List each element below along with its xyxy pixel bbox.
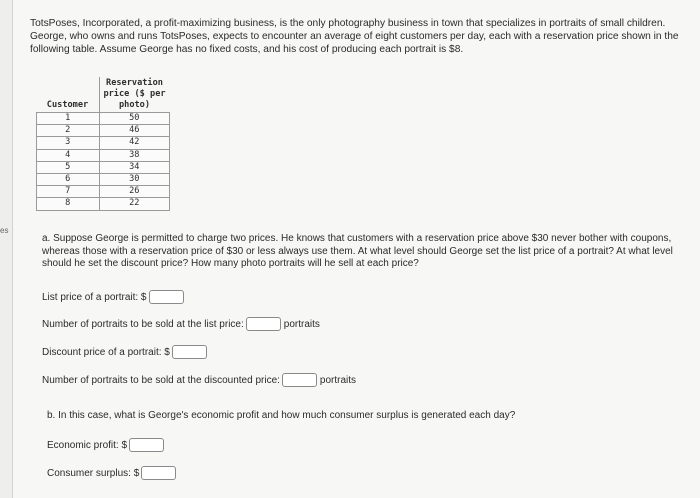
list-price-row <box>42 290 184 304</box>
price-cell: 50 <box>99 113 170 125</box>
list-price-input[interactable] <box>149 290 184 304</box>
customer-cell: 2 <box>37 125 100 137</box>
side-panel-label: es <box>0 226 9 235</box>
table-row <box>37 137 170 149</box>
table-row <box>37 161 170 173</box>
header-price-line-2: price ($ per <box>103 89 166 99</box>
list-count-unit: portraits <box>283 318 320 330</box>
price-cell: 46 <box>99 125 170 137</box>
profit-label: Economic profit: $ <box>47 439 128 451</box>
reservation-price-table <box>36 77 170 211</box>
customer-cell: 6 <box>37 173 100 185</box>
surplus-label: Consumer surplus: $ <box>47 467 140 479</box>
discount-price-input[interactable] <box>172 345 207 359</box>
price-cell: 30 <box>99 173 170 185</box>
customer-cell: 3 <box>37 137 100 149</box>
table-row <box>37 149 170 161</box>
profit-row <box>47 438 164 452</box>
customer-cell: 7 <box>37 186 100 198</box>
price-cell: 38 <box>99 149 170 161</box>
discount-count-input[interactable] <box>282 373 317 387</box>
discount-price-row <box>42 345 207 359</box>
customer-cell: 5 <box>37 161 100 173</box>
table-row <box>37 173 170 185</box>
discount-count-label: Number of portraits to be sold at the discounted price: <box>42 374 280 386</box>
header-customer: Customer <box>46 100 89 110</box>
discount-count-row <box>42 373 356 387</box>
table-row <box>37 186 170 198</box>
table-row <box>37 198 170 210</box>
profit-input[interactable] <box>129 438 164 452</box>
customer-cell: 8 <box>37 198 100 210</box>
list-price-label: List price of a portrait: $ <box>42 291 147 303</box>
surplus-input[interactable] <box>141 466 176 480</box>
price-cell: 22 <box>99 198 170 210</box>
list-count-row <box>42 317 320 331</box>
part-b-question: b. In this case, what is George's economic profit and how much consumer surplus is generated each day? <box>47 410 516 421</box>
header-price-line-3: photo) <box>118 100 151 110</box>
header-price-line-1: Reservation <box>106 78 163 88</box>
table-body <box>37 113 170 211</box>
discount-count-unit: portraits <box>319 374 357 386</box>
customer-cell: 1 <box>37 113 100 125</box>
surplus-row <box>47 466 176 480</box>
customer-cell: 4 <box>37 149 100 161</box>
price-cell: 34 <box>99 161 170 173</box>
header-reservation-price <box>99 77 170 113</box>
table-row <box>37 113 170 125</box>
part-a-question: a. Suppose George is permitted to charge two prices. He knows that customers with a reservation price above $30 never bother with coupons, whereas those with a reservation price of $30 or less always use them. At what level should George set the list price of a portrait? At what level should he set the discount price? How many photo portraits will he sell at each price? <box>42 233 673 270</box>
price-cell: 26 <box>99 186 170 198</box>
list-count-label: Number of portraits to be sold at the list price: <box>42 318 244 330</box>
list-count-input[interactable] <box>246 317 281 331</box>
problem-intro: TotsPoses, Incorporated, a profit-maximizing business, is the only photography business in town that specializes in portraits of small children. George, who owns and runs TotsPoses, expects to encounter an average of eight customers per day, each with a reservation price shown in the following table. Assume George has no fixed costs, and his cost of producing each portrait is $8. <box>30 18 679 55</box>
discount-price-label: Discount price of a portrait: $ <box>42 346 170 358</box>
table-row <box>37 125 170 137</box>
price-cell: 42 <box>99 137 170 149</box>
